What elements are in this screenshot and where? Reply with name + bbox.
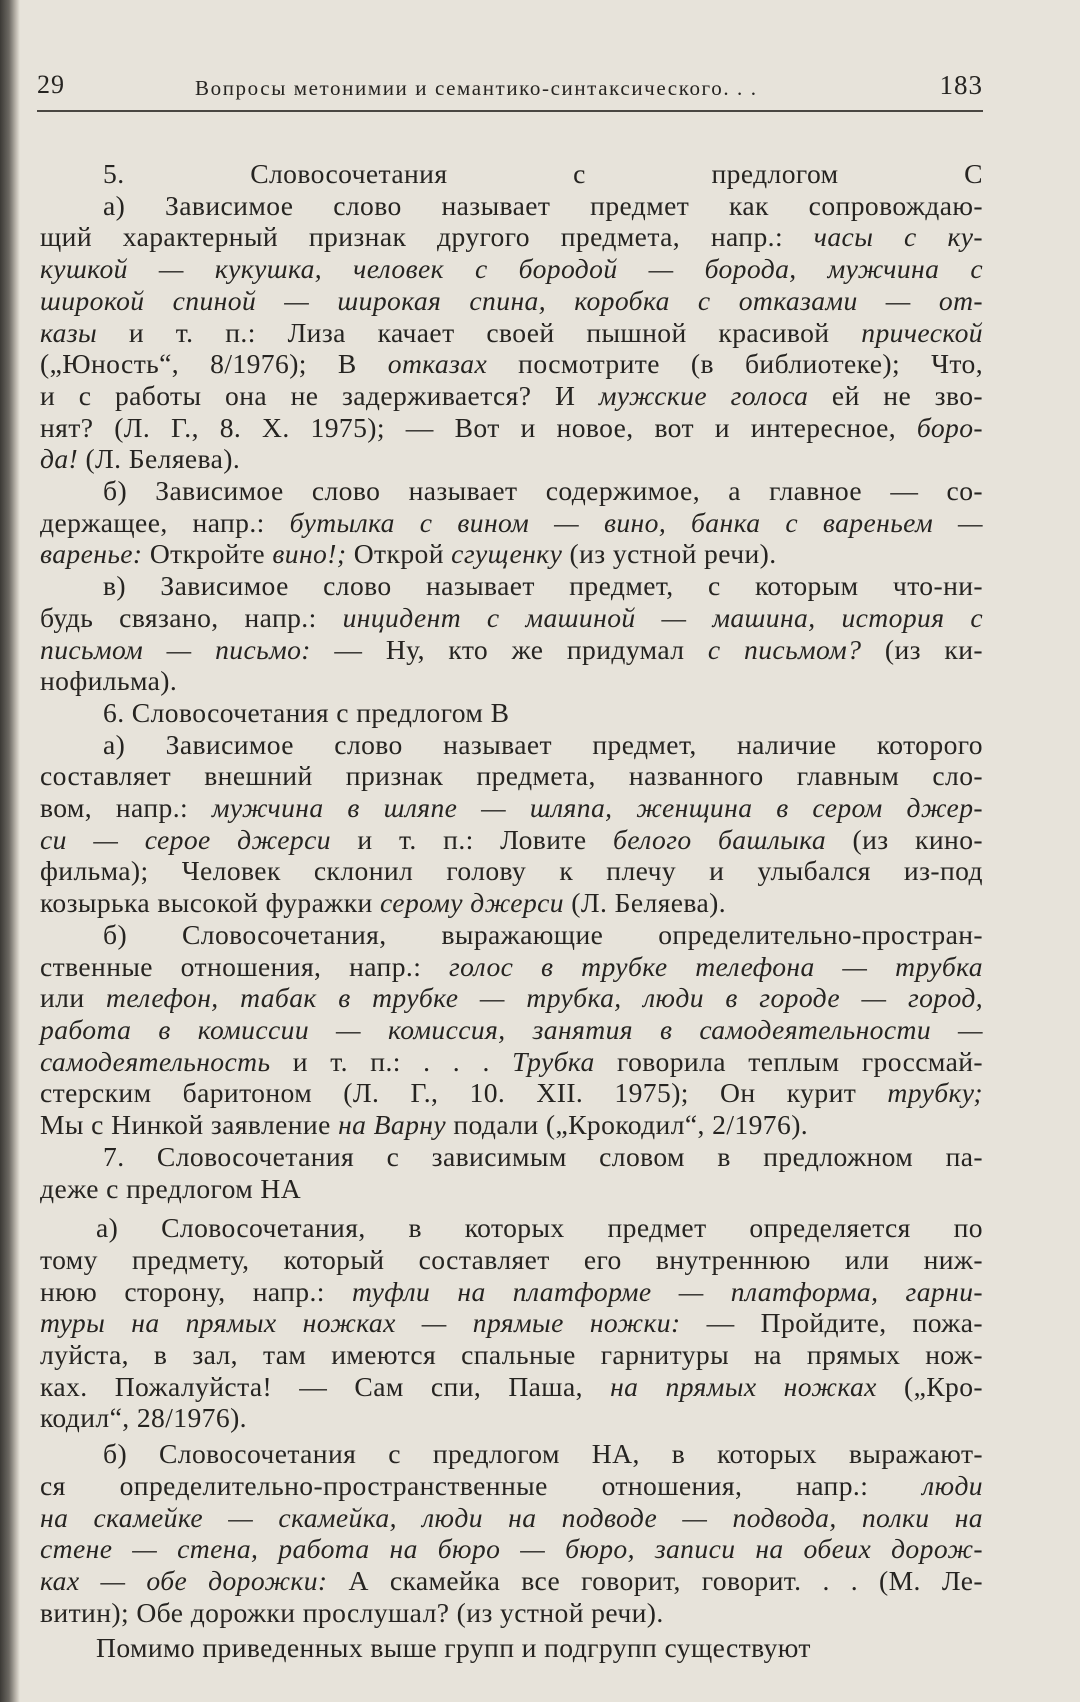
text-run: составляет внешний признак предмета, названного главным сло- (40, 760, 983, 792)
text-run: Помимо приведенных выше групп и подгрупп существуют (96, 1632, 811, 1664)
text-run: (из устной речи). (562, 538, 777, 570)
text-run: ственные отношения, напр.: (40, 950, 449, 982)
text-line (40, 1438, 983, 1470)
text-line (40, 538, 983, 570)
text-line (40, 317, 983, 349)
text-line (40, 475, 983, 507)
text-run: и т. п.: Ловите (330, 823, 613, 855)
text-run: или (40, 982, 106, 1014)
text-run: стерским баритоном (Л. Г., 10. XII. 1975); Он курит (40, 1077, 888, 1109)
text-run: — Пройдите, пожа- (680, 1307, 983, 1339)
text-line (40, 1533, 983, 1565)
text-run: посмотрите (в библиотеке); Что, (487, 348, 983, 380)
text-run: („Кро- (876, 1370, 983, 1402)
italic-example: туры на прямых ножках — прямые ножки: (40, 1307, 681, 1339)
text-run: и т. п.: Лиза качает своей пышной красивой (97, 316, 862, 348)
text-line (40, 412, 983, 444)
text-line (40, 285, 983, 317)
italic-example: отказах (387, 348, 488, 380)
italic-example: работа в комиссии — комиссия, занятия в самодеятельности — (40, 1013, 983, 1045)
text-run: 6. Словосочетания с предлогом В (103, 696, 510, 728)
text-run: (Л. Беляева). (564, 887, 727, 919)
text-line (40, 1371, 983, 1403)
text-run: ся определительно-пространственные отношения, напр.: (40, 1469, 923, 1501)
text-line (40, 1173, 983, 1205)
text-run: луйста, в зал, там имеются спальные гарнитуры на прямых нож- (40, 1339, 983, 1371)
italic-example: серому джерси (380, 887, 564, 919)
text-line (40, 221, 983, 253)
italic-example: на прямых ножках (610, 1370, 877, 1402)
text-run: щий характерный признак другого предмета, напр.: (40, 221, 814, 253)
text-run: ей не зво- (808, 379, 984, 411)
text-run: вом, напр.: (40, 792, 212, 824)
text-run: б) Словосочетания, выражающие определительно-простран- (103, 918, 983, 950)
section-number: 29 (37, 70, 65, 99)
text-line (40, 634, 983, 666)
italic-example: голос в трубке телефона — трубка (449, 950, 983, 982)
text-line (40, 982, 983, 1014)
text-run: деже с предлогом НА (40, 1172, 302, 1204)
italic-example: письмом — письмо: (40, 633, 311, 665)
italic-example: белого башлыка (612, 823, 827, 855)
italic-example: часы с ку- (813, 221, 983, 253)
text-run: козырька высокой фуражки (40, 887, 381, 919)
italic-example: казы (40, 316, 98, 348)
italic-example: трубку; (887, 1077, 983, 1109)
text-run: говорила теплым гроссмай- (594, 1045, 983, 1077)
italic-example: на Варну (338, 1109, 447, 1141)
italic-example: сгущенку (451, 538, 563, 570)
italic-example: мужчина в шляпе — шляпа, женщина в сером джер- (211, 792, 983, 824)
text-line (40, 1597, 983, 1629)
text-run: („Юность“, 8/1976); В (40, 348, 388, 380)
text-line (40, 1212, 983, 1244)
text-line (40, 1109, 983, 1141)
italic-example: стене — стена, работа на бюро — бюро, записи на обеих дорож- (40, 1533, 983, 1565)
text-run: нят? (Л. Г., 8. X. 1975); — Вот и новое, вот и интересное, (40, 411, 917, 443)
text-line (40, 190, 983, 222)
text-line (40, 1470, 983, 1502)
text-run: в) Зависимое слово называет предмет, с которым что-ни- (103, 570, 983, 602)
italic-example: прической (861, 316, 983, 348)
text-line (40, 1565, 983, 1597)
text-run: — Ну, кто же придумал (310, 633, 708, 665)
text-run: (Л. Беляева). (78, 443, 241, 475)
text-run: (из кино- (826, 823, 983, 855)
text-run: 7. Словосочетания с зависимым словом в предложном па- (103, 1140, 983, 1172)
running-title: Вопросы метонимии и семантико-синтаксического. . . (195, 76, 758, 100)
italic-example: инцидент с машиной — машина, история с (342, 601, 983, 633)
text-line (40, 602, 983, 634)
text-run: б) Зависимое слово называет содержимое, а главное — со- (103, 475, 983, 507)
body-text (40, 158, 983, 1664)
text-line (40, 1046, 983, 1078)
text-run: а) Словосочетания, в которых предмет определяется по (96, 1212, 983, 1244)
italic-example: варенье: (40, 538, 143, 570)
text-run: нюю сторону, напр.: (40, 1275, 353, 1307)
text-run: держащее, напр.: (40, 506, 290, 538)
text-line (40, 253, 983, 285)
text-run: подали („Крокодил“, 2/1976). (446, 1109, 809, 1141)
text-line (40, 887, 983, 919)
text-run: Открой (346, 538, 452, 570)
text-line (40, 1244, 983, 1276)
italic-example: боро- (916, 411, 983, 443)
text-line (40, 443, 983, 475)
italic-example: да! (40, 443, 79, 475)
text-line (40, 1276, 983, 1308)
text-line (40, 1339, 983, 1371)
italic-example: широкой спиной — широкая спина, коробка с отказами — от- (40, 284, 983, 316)
text-run: (из ки- (861, 633, 983, 665)
text-run: нофильма). (40, 665, 178, 697)
text-run: А скамейка все говорит, говорит. . . (М. Ле- (327, 1564, 983, 1596)
italic-example: туфли на платформе — платформа, гарни- (352, 1275, 983, 1307)
text-run: витин); Обе дорожки прослушал? (из устной речи). (40, 1596, 664, 1628)
text-line (40, 158, 983, 190)
text-line (40, 1502, 983, 1534)
page-header (37, 70, 983, 112)
text-line (40, 1307, 983, 1339)
italic-example: телефон, табак в трубке — трубка, люди в городе — город, (106, 982, 983, 1014)
text-run: и с работы она не задерживается? И (40, 379, 599, 411)
text-line (40, 1077, 983, 1109)
text-run: кодил“, 28/1976). (40, 1402, 247, 1434)
italic-example: мужские голоса (598, 379, 809, 411)
text-run: Мы с Нинкой заявление (40, 1109, 339, 1141)
italic-example: на скамейке — скамейка, люди на подводе — подвода, полки на (40, 1501, 983, 1533)
text-run: Откройте (142, 538, 273, 570)
text-run: 5. Словосочетания с предлогом С (103, 158, 983, 189)
text-run: фильма); Человек склонил голову к плечу и улыбался из-под (40, 855, 983, 887)
text-run: а) Зависимое слово называет предмет как сопровождаю- (103, 189, 983, 221)
italic-example: самодеятельность (40, 1045, 271, 1077)
text-line (40, 697, 983, 729)
text-line (40, 348, 983, 380)
italic-example: бутылка с вином — вино, банка с вареньем — (289, 506, 983, 538)
italic-example: ках — обе дорожки: (40, 1564, 328, 1596)
text-line (40, 1402, 983, 1434)
text-line (40, 570, 983, 602)
text-run: ках. Пожалуйста! — Сам спи, Паша, (40, 1370, 611, 1402)
text-run: и т. п.: . . . (270, 1045, 513, 1077)
page-number: 183 (939, 70, 983, 100)
italic-example: Трубка (512, 1045, 595, 1077)
text-run: а) Зависимое слово называет предмет, наличие которого (103, 728, 983, 760)
italic-example: с письмом? (707, 633, 862, 665)
text-line (40, 792, 983, 824)
italic-example: си — серое джерси (40, 823, 331, 855)
text-line (40, 1632, 983, 1664)
text-line (40, 951, 983, 983)
text-line (40, 507, 983, 539)
italic-example: вино!; (272, 538, 347, 570)
text-line (40, 824, 983, 856)
text-line (40, 665, 983, 697)
text-run: тому предмету, который составляет его внутреннюю или ниж- (40, 1243, 983, 1275)
text-line (40, 1014, 983, 1046)
text-line (40, 919, 983, 951)
text-line (40, 729, 983, 761)
italic-example: кушкой — кукушка, человек с бородой — борода, мужчина с (40, 253, 983, 285)
italic-example: люди (922, 1469, 983, 1501)
text-line (40, 855, 983, 887)
text-run: будь связано, напр.: (40, 601, 343, 633)
text-run: б) Словосочетания с предлогом НА, в которых выражают- (103, 1438, 983, 1470)
text-line (40, 760, 983, 792)
text-line (40, 1141, 983, 1173)
text-line (40, 380, 983, 412)
